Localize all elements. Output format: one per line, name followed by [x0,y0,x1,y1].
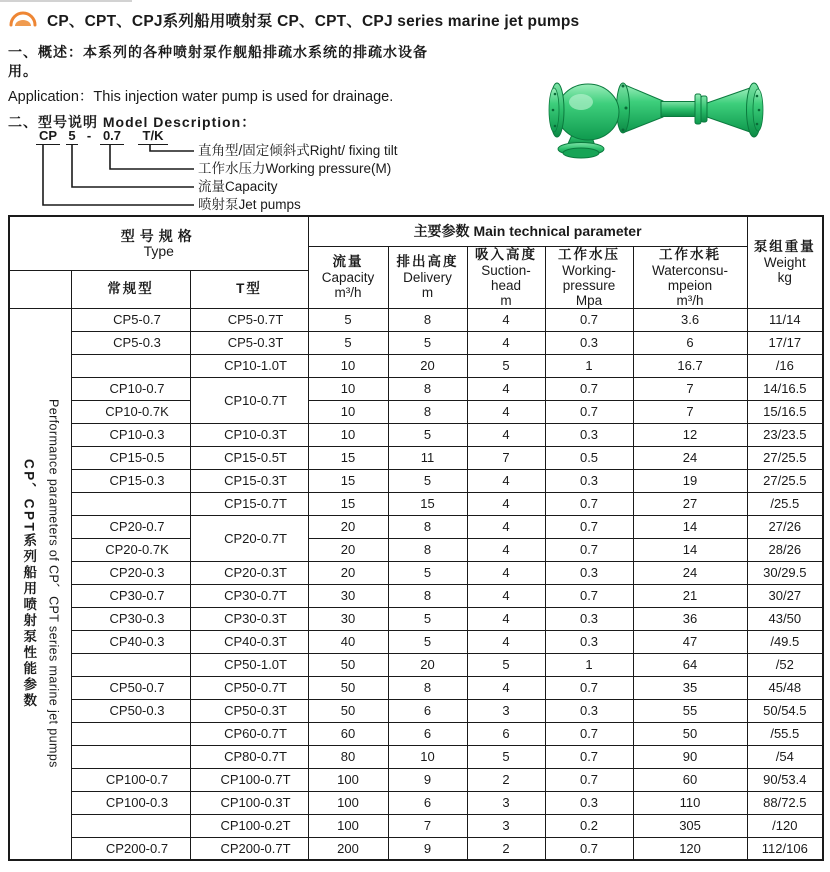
cell-suction-head: 4 [467,538,545,561]
cell-regular-type [71,492,190,515]
cell-water-consumption: 24 [633,561,747,584]
cell-suction-head: 4 [467,400,545,423]
cell-suction-head: 3 [467,814,545,837]
cell-working-pressure: 0.3 [545,630,633,653]
cell-weight: 27/26 [747,515,823,538]
application-text: Application：This injection water pump is used for drainage. [8,89,394,105]
document-header [8,6,579,34]
cell-capacity: 20 [308,515,388,538]
header-type-zh: 型号规格 [120,227,197,244]
brand-arc-icon [8,10,38,31]
cell-working-pressure: 0.7 [545,837,633,860]
table-row [9,653,823,676]
cell-weight: /54 [747,745,823,768]
cell-t-type: CP200-0.7T [190,837,308,860]
cell-weight: 50/54.5 [747,699,823,722]
header-suction-unit: m [500,292,512,308]
cell-working-pressure: 0.3 [545,423,633,446]
header-t-type: T型 [190,270,308,308]
table-row [9,423,823,446]
cell-regular-type: CP200-0.7 [71,837,190,860]
cell-t-type: CP50-1.0T [190,653,308,676]
cell-regular-type: CP50-0.7 [71,676,190,699]
code-prefix: CP [36,128,60,145]
header-weight-en: Weight [763,255,806,271]
header-capacity-unit: m³/h [334,285,362,300]
model-code-diagram [30,128,510,218]
cell-weight: 43/50 [747,607,823,630]
cell-regular-type: CP50-0.3 [71,699,190,722]
cell-capacity: 100 [308,791,388,814]
cell-regular-type [71,814,190,837]
header-suction-en1: Suction- [481,262,531,278]
cell-working-pressure: 0.7 [545,308,633,331]
table-row [9,676,823,699]
cell-delivery: 5 [388,561,467,584]
code-pressure: 0.7 [100,128,124,145]
cell-capacity: 15 [308,469,388,492]
table-row [9,469,823,492]
cell-delivery: 8 [388,308,467,331]
overview-text-line2: 用。 [8,63,38,79]
cell-working-pressure: 0.7 [545,377,633,400]
cell-water-consumption: 3.6 [633,308,747,331]
table-row [9,561,823,584]
cell-delivery: 15 [388,492,467,515]
scan-artifact-line [0,0,132,2]
header-weight-zh: 泵组重量 [753,239,816,255]
table-row [9,538,823,561]
cell-regular-type: CP15-0.5 [71,446,190,469]
header-capacity [308,246,388,308]
cell-t-type: CP100-0.7T [190,768,308,791]
header-consumption-zh: 工作水耗 [659,246,722,262]
cell-capacity: 100 [308,814,388,837]
cell-suction-head: 7 [467,446,545,469]
cell-suction-head: 4 [467,492,545,515]
header-pressure [545,246,633,308]
cell-delivery: 5 [388,423,467,446]
cell-delivery: 8 [388,584,467,607]
cell-weight: /120 [747,814,823,837]
cell-suction-head: 5 [467,653,545,676]
cell-working-pressure: 0.5 [545,446,633,469]
cell-water-consumption: 120 [633,837,747,860]
cell-regular-type: CP15-0.3 [71,469,190,492]
cell-suction-head: 4 [467,561,545,584]
cell-suction-head: 3 [467,791,545,814]
cell-working-pressure: 0.3 [545,607,633,630]
cell-suction-head: 4 [467,515,545,538]
cell-suction-head: 3 [467,699,545,722]
header-delivery-zh: 排出高度 [396,254,459,269]
diagram-label-tilt: 直角型/固定倾斜式Right/ fixing tilt [198,143,398,158]
cell-delivery: 5 [388,630,467,653]
table-row [9,837,823,860]
cell-water-consumption: 110 [633,791,747,814]
cell-delivery: 8 [388,400,467,423]
header-suction [467,246,545,308]
cell-working-pressure: 0.2 [545,814,633,837]
cell-regular-type: CP100-0.7 [71,768,190,791]
table-row [9,607,823,630]
cell-capacity: 10 [308,354,388,377]
table-row [9,331,823,354]
cell-weight: /52 [747,653,823,676]
cell-water-consumption: 14 [633,515,747,538]
table-row [9,630,823,653]
header-delivery-en: Delivery [403,270,452,285]
cell-t-type: CP100-0.3T [190,791,308,814]
table-row [9,791,823,814]
cell-working-pressure: 0.7 [545,538,633,561]
cell-capacity: 30 [308,584,388,607]
cell-t-type: CP60-0.7T [190,722,308,745]
cell-water-consumption: 36 [633,607,747,630]
cell-water-consumption: 14 [633,538,747,561]
cell-delivery: 10 [388,745,467,768]
cell-working-pressure: 0.7 [545,400,633,423]
cell-water-consumption: 7 [633,400,747,423]
cell-delivery: 6 [388,699,467,722]
header-pressure-unit: Mpa [575,292,603,308]
cell-working-pressure: 0.3 [545,331,633,354]
table-row [9,515,823,538]
table-row [9,584,823,607]
header-suction-zh: 吸入高度 [475,246,538,262]
cell-regular-type: CP10-0.7 [71,377,190,400]
cell-regular-type: CP10-0.7K [71,400,190,423]
cell-weight: 30/29.5 [747,561,823,584]
cell-delivery: 5 [388,331,467,354]
cell-capacity: 10 [308,377,388,400]
cell-t-type: CP80-0.7T [190,745,308,768]
cell-capacity: 10 [308,400,388,423]
cell-delivery: 20 [388,354,467,377]
cell-water-consumption: 35 [633,676,747,699]
cell-t-type: CP20-0.3T [190,561,308,584]
cell-regular-type: CP5-0.3 [71,331,190,354]
cell-capacity: 100 [308,768,388,791]
cell-regular-type: CP20-0.7K [71,538,190,561]
cell-suction-head: 2 [467,768,545,791]
cell-regular-type: CP30-0.7 [71,584,190,607]
table-row [9,768,823,791]
table-row [9,492,823,515]
code-dash: - [86,128,92,143]
side-label-cell [9,308,71,860]
cell-weight: 27/25.5 [747,469,823,492]
side-label-en: Performance parameters of CP、CPT series marine jet pumps [46,399,61,769]
cell-capacity: 20 [308,538,388,561]
cell-weight: 112/106 [747,837,823,860]
cell-suction-head: 4 [467,469,545,492]
cell-regular-type: CP10-0.3 [71,423,190,446]
cell-water-consumption: 47 [633,630,747,653]
header-delivery [388,246,467,308]
cell-capacity: 40 [308,630,388,653]
cell-capacity: 80 [308,745,388,768]
header-consumption [633,246,747,308]
cell-t-type: CP50-0.7T [190,676,308,699]
cell-water-consumption: 7 [633,377,747,400]
cell-working-pressure: 0.3 [545,791,633,814]
header-weight [747,216,823,308]
cell-suction-head: 4 [467,676,545,699]
cell-t-type: CP100-0.2T [190,814,308,837]
code-capacity: 5 [66,128,78,145]
cell-weight: /55.5 [747,722,823,745]
cell-weight: 30/27 [747,584,823,607]
header-side-spacer [9,270,71,308]
cell-regular-type: CP20-0.7 [71,515,190,538]
cell-water-consumption: 50 [633,722,747,745]
cell-working-pressure: 0.3 [545,699,633,722]
cell-suction-head: 5 [467,354,545,377]
header-type-group [9,216,308,270]
cell-working-pressure: 0.3 [545,469,633,492]
table-row [9,814,823,837]
diagram-label-capacity: 流量Capacity [198,179,278,194]
header-type-en: Type [143,242,174,259]
cell-delivery: 5 [388,607,467,630]
cell-weight: 45/48 [747,676,823,699]
table-row [9,745,823,768]
cell-weight: 11/14 [747,308,823,331]
cell-water-consumption: 6 [633,331,747,354]
header-pressure-en1: Working- [562,262,616,278]
cell-capacity: 50 [308,699,388,722]
header-capacity-zh: 流量 [332,254,364,269]
cell-suction-head: 4 [467,308,545,331]
cell-suction-head: 4 [467,630,545,653]
cell-weight: 28/26 [747,538,823,561]
diagram-label-pump: 喷射泵Jet pumps [198,197,301,212]
code-suffix: T/K [138,128,168,145]
cell-weight: 90/53.4 [747,768,823,791]
cell-regular-type: CP40-0.3 [71,630,190,653]
cell-water-consumption: 19 [633,469,747,492]
cell-capacity: 5 [308,331,388,354]
cell-delivery: 5 [388,469,467,492]
header-pressure-zh: 工作水压 [558,246,621,262]
cell-delivery: 8 [388,377,467,400]
specification-table [8,215,824,861]
cell-water-consumption: 24 [633,446,747,469]
cell-capacity: 50 [308,676,388,699]
cell-working-pressure: 0.3 [545,561,633,584]
cell-t-type: CP10-1.0T [190,354,308,377]
cell-t-type: CP10-0.7T [190,377,308,423]
cell-delivery: 7 [388,814,467,837]
cell-suction-head: 5 [467,745,545,768]
cell-suction-head: 4 [467,377,545,400]
cell-water-consumption: 21 [633,584,747,607]
cell-water-consumption: 16.7 [633,354,747,377]
cell-capacity: 15 [308,492,388,515]
cell-water-consumption: 12 [633,423,747,446]
cell-t-type: CP5-0.3T [190,331,308,354]
cell-capacity: 5 [308,308,388,331]
header-weight-unit: kg [777,270,792,286]
cell-suction-head: 6 [467,722,545,745]
diagram-label-pressure: 工作水压力Working pressure(M) [198,161,392,176]
cell-capacity: 30 [308,607,388,630]
cell-delivery: 8 [388,515,467,538]
overview-text-line1: 一、概述：本系列的各种喷射泵作舰船排疏水系统的排疏水设备 [8,44,428,60]
cell-suction-head: 4 [467,423,545,446]
cell-water-consumption: 90 [633,745,747,768]
page-title: CP、CPT、CPJ系列船用喷射泵 CP、CPT、CPJ series marine jet pumps [47,13,580,30]
header-capacity-en: Capacity [321,270,375,285]
cell-working-pressure: 0.7 [545,676,633,699]
cell-water-consumption: 60 [633,768,747,791]
cell-t-type: CP15-0.7T [190,492,308,515]
cell-t-type: CP30-0.3T [190,607,308,630]
cell-water-consumption: 305 [633,814,747,837]
cell-capacity: 50 [308,653,388,676]
cell-regular-type: CP20-0.3 [71,561,190,584]
cell-working-pressure: 0.7 [545,515,633,538]
cell-weight: 23/23.5 [747,423,823,446]
cell-capacity: 15 [308,446,388,469]
cell-capacity: 20 [308,561,388,584]
header-suction-en2: head [490,277,522,293]
cell-capacity: 60 [308,722,388,745]
cell-capacity: 10 [308,423,388,446]
table-row [9,377,823,400]
cell-delivery: 11 [388,446,467,469]
cell-regular-type: CP5-0.7 [71,308,190,331]
cell-delivery: 9 [388,768,467,791]
cell-t-type: CP15-0.3T [190,469,308,492]
cell-regular-type [71,354,190,377]
cell-suction-head: 4 [467,331,545,354]
cell-weight: 17/17 [747,331,823,354]
cell-working-pressure: 1 [545,653,633,676]
cell-delivery: 6 [388,722,467,745]
cell-delivery: 8 [388,538,467,561]
cell-weight: /25.5 [747,492,823,515]
header-consumption-unit: m³/h [676,292,704,308]
cell-regular-type: CP100-0.3 [71,791,190,814]
header-main-parameter-group: 主要参数 Main technical parameter [308,216,747,246]
cell-delivery: 8 [388,676,467,699]
header-consumption-en2: mpeion [667,277,713,293]
cell-working-pressure: 0.7 [545,745,633,768]
cell-working-pressure: 0.7 [545,722,633,745]
cell-t-type: CP5-0.7T [190,308,308,331]
cell-weight: 88/72.5 [747,791,823,814]
cell-working-pressure: 0.7 [545,584,633,607]
jet-pump-photo [543,76,795,172]
cell-t-type: CP15-0.5T [190,446,308,469]
cell-t-type: CP30-0.7T [190,584,308,607]
header-delivery-unit: m [421,285,434,300]
cell-t-type: CP50-0.3T [190,699,308,722]
cell-water-consumption: 27 [633,492,747,515]
table-row [9,400,823,423]
cell-weight: /16 [747,354,823,377]
cell-regular-type [71,722,190,745]
cell-capacity: 200 [308,837,388,860]
cell-weight: 15/16.5 [747,400,823,423]
table-row [9,722,823,745]
cell-t-type: CP20-0.7T [190,515,308,561]
table-row [9,446,823,469]
cell-working-pressure: 1 [545,354,633,377]
cell-water-consumption: 64 [633,653,747,676]
header-consumption-en1: Waterconsu- [652,262,729,278]
header-pressure-en2: pressure [562,277,616,293]
cell-t-type: CP10-0.3T [190,423,308,446]
cell-regular-type [71,653,190,676]
header-regular-type: 常规型 [71,270,190,308]
cell-suction-head: 2 [467,837,545,860]
cell-weight: 27/25.5 [747,446,823,469]
side-label-zh: CP、CPT系列船用喷射泵性能参数 [21,458,37,709]
table-row [9,354,823,377]
table-row [9,308,823,331]
cell-working-pressure: 0.7 [545,768,633,791]
cell-regular-type: CP30-0.3 [71,607,190,630]
cell-regular-type [71,745,190,768]
cell-delivery: 6 [388,791,467,814]
cell-delivery: 20 [388,653,467,676]
cell-working-pressure: 0.7 [545,492,633,515]
table-row [9,699,823,722]
cell-weight: /49.5 [747,630,823,653]
cell-suction-head: 4 [467,607,545,630]
cell-delivery: 9 [388,837,467,860]
cell-suction-head: 4 [467,584,545,607]
model-description-heading: 二、型号说明 Model Description： [8,114,257,130]
cell-water-consumption: 55 [633,699,747,722]
cell-t-type: CP40-0.3T [190,630,308,653]
cell-weight: 14/16.5 [747,377,823,400]
